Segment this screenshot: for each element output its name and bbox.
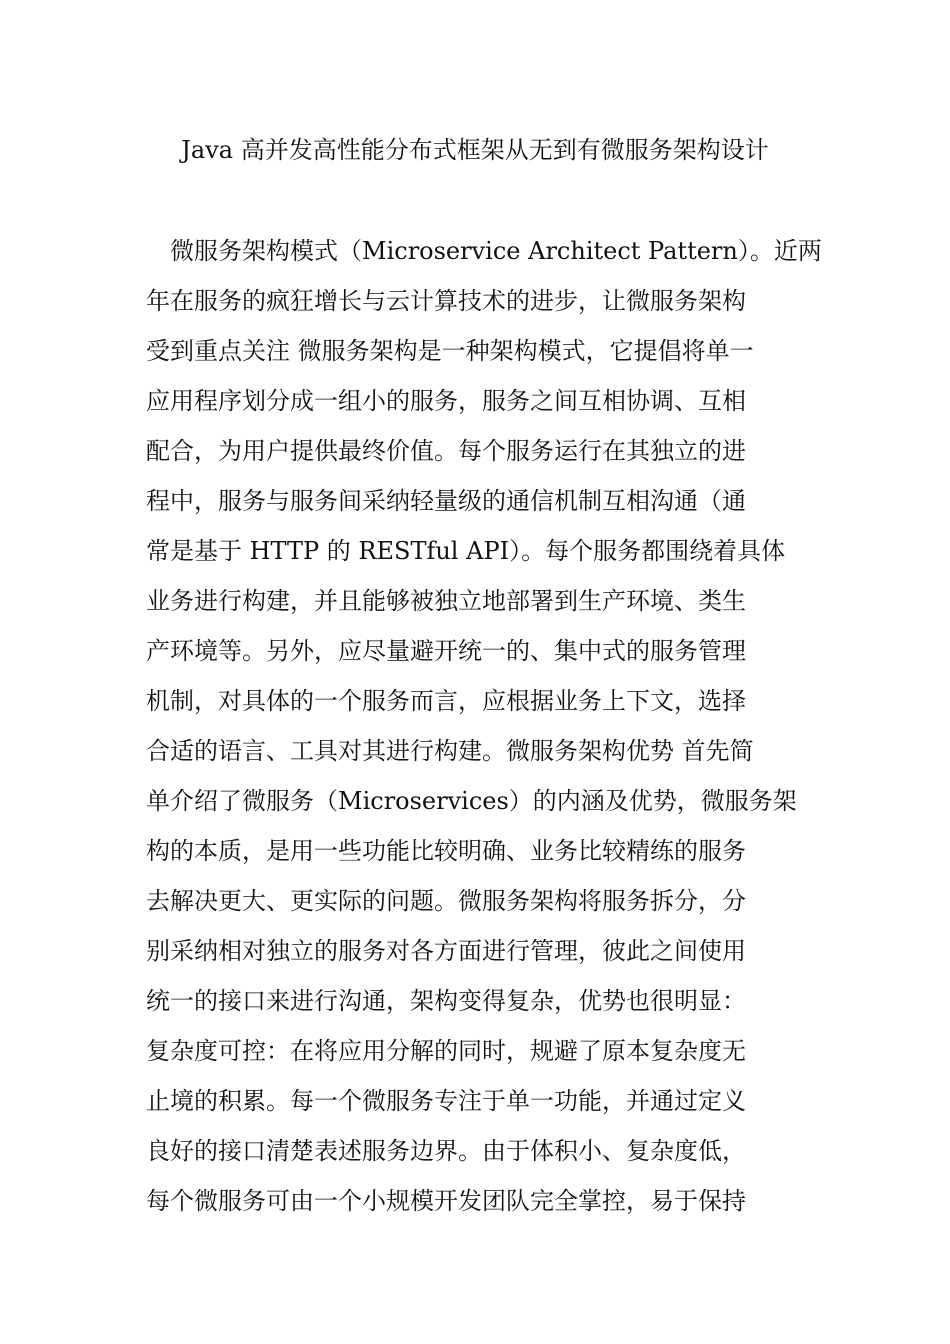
body-line: 每个微服务可由一个小规模开发团队完全掌控，易于保持 (146, 1187, 746, 1215)
body-line: 业务进行构建，并且能够被独立地部署到生产环境、类生 (146, 587, 746, 615)
body-line: 程中，服务与服务间采纳轻量级的通信机制互相沟通（通 (146, 487, 746, 515)
body-line: 配合，为用户提供最终价值。每个服务运行在其独立的进 (146, 437, 746, 465)
body-line: 产环境等。另外，应尽量避开统一的、集中式的服务管理 (146, 637, 746, 665)
document-title: Java 高并发高性能分布式框架从无到有微服务架构设计 (181, 136, 769, 164)
body-line: 应用程序划分成一组小的服务，服务之间互相协调、互相 (146, 387, 746, 415)
body-line: 合适的语言、工具对其进行构建。微服务架构优势 首先简 (146, 737, 754, 765)
body-line: 受到重点关注 微服务架构是一种架构模式，它提倡将单一 (146, 337, 754, 365)
body-line: 去解决更大、更实际的问题。微服务架构将服务拆分，分 (146, 887, 746, 915)
body-line: 统一的接口来进行沟通，架构变得复杂，优势也很明显： (146, 987, 746, 1015)
body-line: 单介绍了微服务（Microservices）的内涵及优势，微服务架 (146, 787, 797, 815)
body-line: 良好的接口清楚表述服务边界。由于体积小、复杂度低， (146, 1137, 746, 1165)
body-line: 复杂度可控：在将应用分解的同时，规避了原本复杂度无 (146, 1037, 746, 1065)
body-line: 年在服务的疯狂增长与云计算技术的进步，让微服务架构 (146, 287, 746, 315)
document-body (146, 226, 826, 1226)
body-line: 别采纳相对独立的服务对各方面进行管理，彼此之间使用 (146, 937, 746, 965)
body-line: 机制，对具体的一个服务而言，应根据业务上下文，选择 (146, 687, 746, 715)
body-line: 构的本质，是用一些功能比较明确、业务比较精练的服务 (146, 837, 746, 865)
body-line: 常是基于 HTTP 的 RESTful API）。每个服务都围绕着具体 (146, 537, 786, 565)
body-line: 微服务架构模式（Microservice Architect Pattern）。近两 (170, 237, 822, 265)
body-line: 止境的积累。每一个微服务专注于单一功能，并通过定义 (146, 1087, 746, 1115)
